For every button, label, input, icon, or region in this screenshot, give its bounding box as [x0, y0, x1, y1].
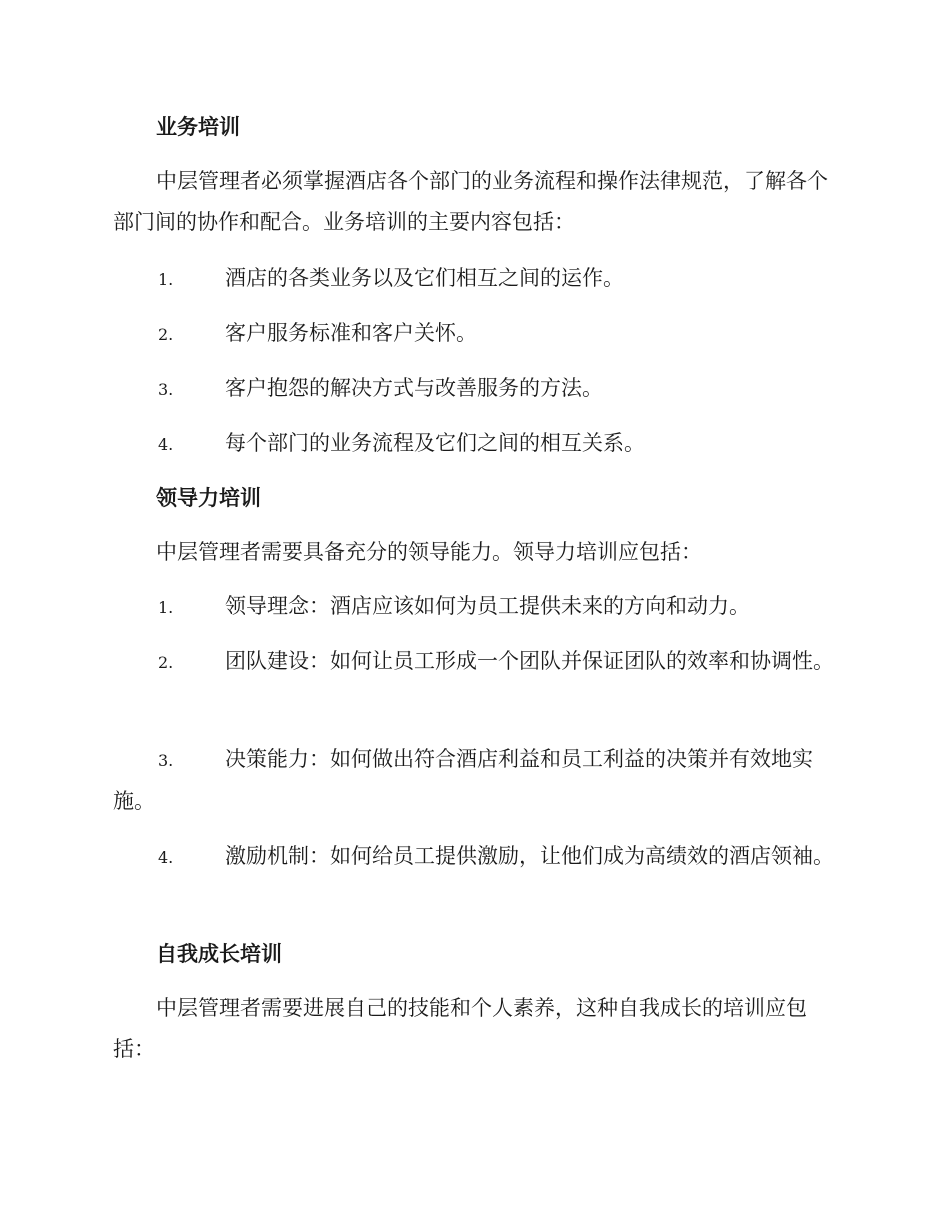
list-number: 2.: [158, 653, 174, 672]
list-item: [113, 641, 834, 683]
section-heading-business: 业务培训: [156, 115, 240, 139]
list-number: 3.: [158, 751, 174, 770]
list-item: [113, 739, 834, 822]
list-number: 4.: [158, 848, 174, 867]
list-text: 团队建设：如何让员工形成一个团队并保证团队的效率和协调性。: [225, 649, 834, 673]
section-intro-leadership: 中层管理者需要具备充分的领导能力。领导力培训应包括：: [156, 540, 702, 564]
section-intro-business: 中层管理者必须掌握酒店各个部门的业务流程和操作法律规范，了解各个部门间的协作和配合。业务培训的主要内容包括：: [113, 169, 828, 234]
list-text: 激励机制：如何给员工提供激励，让他们成为高绩效的酒店领袖。: [225, 844, 834, 868]
list-item: [113, 368, 834, 410]
list-number: 4.: [158, 435, 174, 454]
list-number: 3.: [158, 380, 174, 399]
list-item: [113, 423, 834, 465]
section-heading-leadership: 领导力培训: [156, 486, 261, 510]
list-number: 1.: [158, 270, 174, 289]
list-number: 1.: [158, 598, 174, 617]
list-item: [113, 586, 834, 628]
list-text: 每个部门的业务流程及它们之间的相互关系。: [225, 431, 645, 455]
list-text: 酒店的各类业务以及它们相互之间的运作。: [225, 266, 624, 290]
list-text: 决策能力：如何做出符合酒店利益和员工利益的决策并有效地实施。: [113, 747, 813, 813]
list-item: [113, 836, 834, 878]
list-text: 客户抱怨的解决方式与改善服务的方法。: [225, 376, 603, 400]
list-item: [113, 258, 834, 300]
section-intro-self-growth: 中层管理者需要进展自己的技能和个人素养，这种自我成长的培训应包括：: [113, 996, 807, 1061]
section-heading-self-growth: 自我成长培训: [156, 942, 282, 966]
list-text: 领导理念：酒店应该如何为员工提供未来的方向和动力。: [225, 594, 750, 618]
list-item: [113, 313, 834, 355]
list-number: 2.: [158, 325, 174, 344]
list-text: 客户服务标准和客户关怀。: [225, 321, 477, 345]
